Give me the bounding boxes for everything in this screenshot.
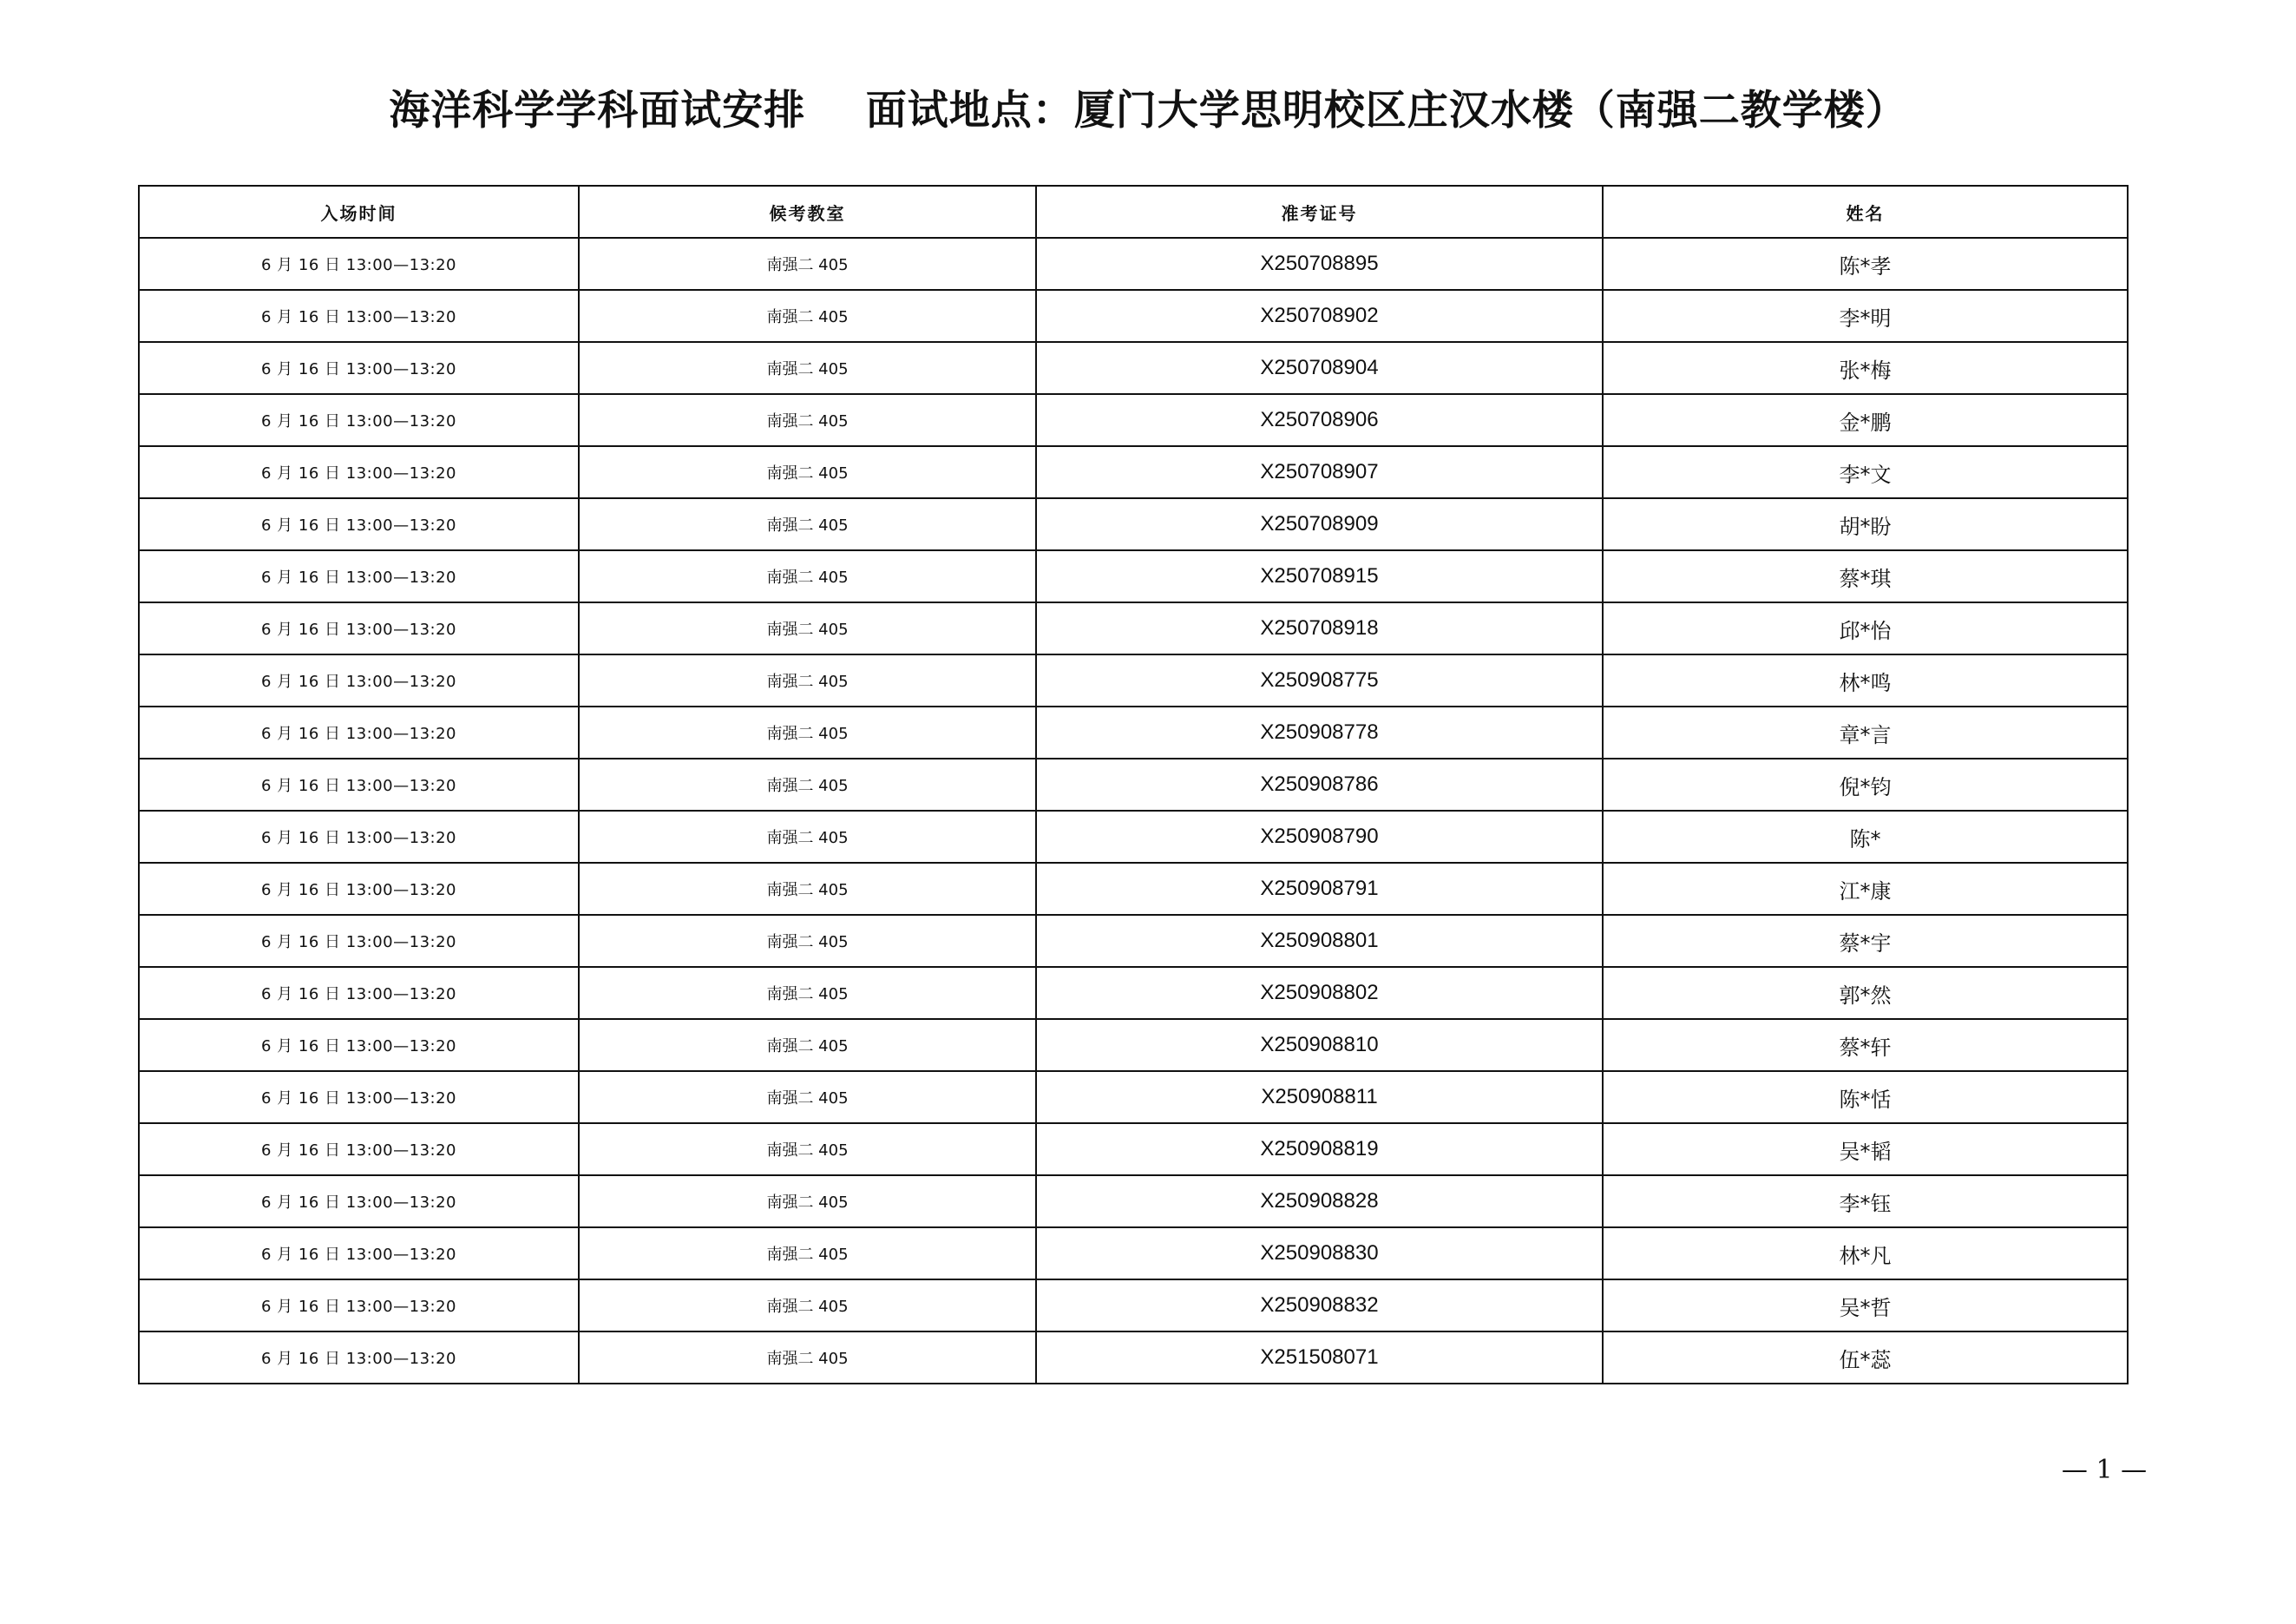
cell-admission-number: X250708915	[1036, 550, 1603, 602]
cell-name: 陈*	[1603, 811, 2128, 863]
cell-entry-time: 6 月 16 日 13:00—13:20	[139, 602, 579, 654]
cell-name: 蔡*宇	[1603, 915, 2128, 967]
table-row	[139, 342, 2128, 394]
cell-waiting-room: 南强二 405	[579, 550, 1036, 602]
header-waiting-room: 候考教室	[579, 186, 1036, 238]
cell-name: 李*钰	[1603, 1175, 2128, 1227]
table-row	[139, 290, 2128, 342]
cell-admission-number: X250908828	[1036, 1175, 1603, 1227]
cell-name: 陈*恬	[1603, 1071, 2128, 1123]
cell-admission-number: X250908791	[1036, 863, 1603, 915]
table-row	[139, 1019, 2128, 1071]
table-row	[139, 1331, 2128, 1384]
cell-name: 林*鸣	[1603, 654, 2128, 707]
table-row	[139, 446, 2128, 498]
cell-entry-time: 6 月 16 日 13:00—13:20	[139, 446, 579, 498]
schedule-table-container	[138, 185, 2127, 1384]
cell-waiting-room: 南强二 405	[579, 654, 1036, 707]
table-row	[139, 602, 2128, 654]
cell-entry-time: 6 月 16 日 13:00—13:20	[139, 1227, 579, 1279]
cell-entry-time: 6 月 16 日 13:00—13:20	[139, 550, 579, 602]
cell-admission-number: X251508071	[1036, 1331, 1603, 1384]
cell-entry-time: 6 月 16 日 13:00—13:20	[139, 1071, 579, 1123]
table-body	[139, 238, 2128, 1384]
cell-waiting-room: 南强二 405	[579, 238, 1036, 290]
cell-entry-time: 6 月 16 日 13:00—13:20	[139, 967, 579, 1019]
cell-name: 胡*盼	[1603, 498, 2128, 550]
cell-admission-number: X250708902	[1036, 290, 1603, 342]
cell-name: 邱*怡	[1603, 602, 2128, 654]
table-row	[139, 654, 2128, 707]
table-row	[139, 1175, 2128, 1227]
cell-name: 陈*孝	[1603, 238, 2128, 290]
cell-waiting-room: 南强二 405	[579, 1279, 1036, 1331]
cell-entry-time: 6 月 16 日 13:00—13:20	[139, 863, 579, 915]
cell-admission-number: X250908811	[1036, 1071, 1603, 1123]
cell-waiting-room: 南强二 405	[579, 811, 1036, 863]
cell-entry-time: 6 月 16 日 13:00—13:20	[139, 290, 579, 342]
table-row	[139, 811, 2128, 863]
cell-entry-time: 6 月 16 日 13:00—13:20	[139, 498, 579, 550]
cell-waiting-room: 南强二 405	[579, 446, 1036, 498]
cell-name: 蔡*琪	[1603, 550, 2128, 602]
cell-entry-time: 6 月 16 日 13:00—13:20	[139, 394, 579, 446]
table-row	[139, 1071, 2128, 1123]
cell-admission-number: X250708918	[1036, 602, 1603, 654]
table-row	[139, 1123, 2128, 1175]
cell-entry-time: 6 月 16 日 13:00—13:20	[139, 654, 579, 707]
table-row	[139, 498, 2128, 550]
cell-entry-time: 6 月 16 日 13:00—13:20	[139, 759, 579, 811]
cell-name: 林*凡	[1603, 1227, 2128, 1279]
cell-waiting-room: 南强二 405	[579, 1123, 1036, 1175]
cell-entry-time: 6 月 16 日 13:00—13:20	[139, 1123, 579, 1175]
table-row	[139, 863, 2128, 915]
cell-admission-number: X250908830	[1036, 1227, 1603, 1279]
schedule-table	[138, 185, 2129, 1384]
header-admission-number: 准考证号	[1036, 186, 1603, 238]
cell-entry-time: 6 月 16 日 13:00—13:20	[139, 1279, 579, 1331]
cell-name: 吴*哲	[1603, 1279, 2128, 1331]
cell-admission-number: X250908810	[1036, 1019, 1603, 1071]
cell-waiting-room: 南强二 405	[579, 1227, 1036, 1279]
cell-waiting-room: 南强二 405	[579, 394, 1036, 446]
cell-waiting-room: 南强二 405	[579, 342, 1036, 394]
cell-name: 李*文	[1603, 446, 2128, 498]
cell-waiting-room: 南强二 405	[579, 1071, 1036, 1123]
table-row	[139, 1279, 2128, 1331]
cell-admission-number: X250908775	[1036, 654, 1603, 707]
cell-admission-number: X250908801	[1036, 915, 1603, 967]
cell-admission-number: X250708909	[1036, 498, 1603, 550]
cell-admission-number: X250908790	[1036, 811, 1603, 863]
cell-name: 章*言	[1603, 707, 2128, 759]
cell-waiting-room: 南强二 405	[579, 1175, 1036, 1227]
cell-waiting-room: 南强二 405	[579, 967, 1036, 1019]
cell-waiting-room: 南强二 405	[579, 915, 1036, 967]
cell-waiting-room: 南强二 405	[579, 290, 1036, 342]
cell-admission-number: X250908778	[1036, 707, 1603, 759]
cell-admission-number: X250908832	[1036, 1279, 1603, 1331]
cell-admission-number: X250908786	[1036, 759, 1603, 811]
header-entry-time: 入场时间	[139, 186, 579, 238]
cell-entry-time: 6 月 16 日 13:00—13:20	[139, 707, 579, 759]
table-row	[139, 1227, 2128, 1279]
cell-name: 江*康	[1603, 863, 2128, 915]
cell-name: 李*明	[1603, 290, 2128, 342]
cell-waiting-room: 南强二 405	[579, 1019, 1036, 1071]
cell-waiting-room: 南强二 405	[579, 1331, 1036, 1384]
cell-name: 吴*韬	[1603, 1123, 2128, 1175]
cell-waiting-room: 南强二 405	[579, 498, 1036, 550]
table-row	[139, 394, 2128, 446]
cell-entry-time: 6 月 16 日 13:00—13:20	[139, 811, 579, 863]
table-header-row	[139, 186, 2128, 238]
page-title: 海洋科学学科面试安排 面试地点：厦门大学思明校区庄汉水楼（南强二教学楼）	[389, 87, 1907, 135]
table-row	[139, 707, 2128, 759]
cell-admission-number: X250708906	[1036, 394, 1603, 446]
cell-entry-time: 6 月 16 日 13:00—13:20	[139, 915, 579, 967]
cell-waiting-room: 南强二 405	[579, 759, 1036, 811]
cell-admission-number: X250708907	[1036, 446, 1603, 498]
cell-admission-number: X250908819	[1036, 1123, 1603, 1175]
page-number: — 1 —	[2061, 1455, 2148, 1485]
cell-name: 伍*蕊	[1603, 1331, 2128, 1384]
table-row	[139, 759, 2128, 811]
cell-entry-time: 6 月 16 日 13:00—13:20	[139, 1331, 579, 1384]
cell-name: 金*鹏	[1603, 394, 2128, 446]
cell-name: 倪*钧	[1603, 759, 2128, 811]
cell-name: 张*梅	[1603, 342, 2128, 394]
table-row	[139, 915, 2128, 967]
table-row	[139, 238, 2128, 290]
table-row	[139, 967, 2128, 1019]
cell-admission-number: X250708904	[1036, 342, 1603, 394]
cell-name: 郭*然	[1603, 967, 2128, 1019]
cell-waiting-room: 南强二 405	[579, 602, 1036, 654]
cell-admission-number: X250708895	[1036, 238, 1603, 290]
cell-name: 蔡*轩	[1603, 1019, 2128, 1071]
header-name: 姓名	[1603, 186, 2128, 238]
cell-waiting-room: 南强二 405	[579, 707, 1036, 759]
cell-entry-time: 6 月 16 日 13:00—13:20	[139, 1019, 579, 1071]
cell-entry-time: 6 月 16 日 13:00—13:20	[139, 238, 579, 290]
cell-entry-time: 6 月 16 日 13:00—13:20	[139, 342, 579, 394]
cell-waiting-room: 南强二 405	[579, 863, 1036, 915]
cell-admission-number: X250908802	[1036, 967, 1603, 1019]
table-row	[139, 550, 2128, 602]
cell-entry-time: 6 月 16 日 13:00—13:20	[139, 1175, 579, 1227]
